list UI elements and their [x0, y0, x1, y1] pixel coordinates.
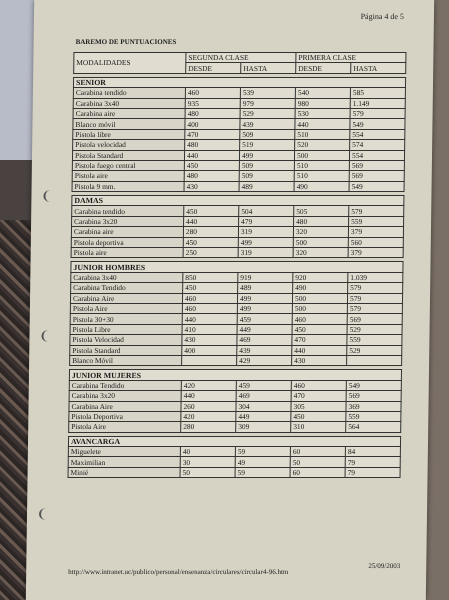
modalidad-cell: Pistola aire — [72, 171, 184, 181]
score-cell: 460 — [182, 303, 237, 313]
score-cell: 320 — [293, 248, 348, 258]
modalidad-cell: Carabina tendido — [72, 206, 184, 216]
score-cell: 530 — [295, 108, 350, 118]
score-cell: 509 — [239, 160, 294, 170]
modalidad-cell: Pistola Velocidad — [70, 335, 182, 345]
modalidad-cell: Pistola 9 mm. — [72, 181, 184, 191]
table-row — [70, 303, 402, 313]
header-modalidades: MODALIDADES — [74, 53, 186, 74]
header-hasta: HASTA — [241, 63, 296, 73]
page-number: Página 4 de 5 — [360, 12, 405, 21]
table-row — [69, 380, 401, 390]
section-header-row — [68, 436, 400, 446]
score-cell: 470 — [292, 335, 347, 345]
score-cell: 440 — [182, 314, 237, 324]
modalidad-cell: Pistola Standard — [70, 345, 182, 355]
score-cell: 579 — [348, 283, 403, 293]
score-cell: 420 — [181, 411, 236, 421]
score-cell: 1.039 — [348, 272, 403, 282]
score-cell: 60 — [290, 447, 345, 457]
score-cell: 510 — [295, 129, 350, 139]
score-cell: 935 — [185, 98, 240, 108]
score-cell: 579 — [349, 206, 404, 216]
score-cell: 460 — [182, 293, 237, 303]
score-cell: 490 — [294, 181, 349, 191]
table-row — [70, 345, 402, 355]
section-header-row — [69, 370, 401, 380]
modalidad-cell: Carabina 3x40 — [71, 272, 183, 282]
score-cell: 850 — [183, 272, 238, 282]
score-cell: 1.149 — [350, 98, 405, 108]
score-cell: 489 — [238, 283, 293, 293]
score-cell — [182, 355, 237, 365]
score-cell: 280 — [181, 422, 236, 432]
modalidad-cell: Maximilian — [68, 457, 180, 467]
punch-hole-icon — [41, 330, 55, 342]
score-cell: 500 — [294, 150, 349, 160]
score-cell: 470 — [185, 129, 240, 139]
modalidad-cell: Carabina Aire — [69, 401, 181, 411]
score-cell: 574 — [350, 140, 405, 150]
score-cell: 304 — [236, 401, 291, 411]
table-row — [73, 140, 405, 150]
modalidad-cell: Carabina 3x20 — [69, 391, 181, 401]
score-cell: 510 — [294, 171, 349, 181]
modalidad-cell: Carabina 3x20 — [72, 216, 184, 226]
table-row — [70, 335, 402, 345]
score-cell: 919 — [238, 272, 293, 282]
modalidad-cell: Pistola Standard — [72, 150, 184, 160]
score-cell: 319 — [238, 227, 293, 237]
footer-date: 25/09/2003 — [368, 562, 401, 570]
score-cell: 519 — [240, 140, 295, 150]
score-cell: 499 — [237, 293, 292, 303]
score-cell: 500 — [292, 303, 347, 313]
score-cell: 480 — [185, 140, 240, 150]
score-cell: 420 — [181, 380, 236, 390]
score-cell: 319 — [238, 248, 293, 258]
score-cell: 505 — [294, 206, 349, 216]
modalidad-cell: Pistola Deportiva — [69, 411, 181, 421]
score-cell: 469 — [237, 335, 292, 345]
score-cell: 79 — [345, 457, 400, 467]
section-header-row — [72, 196, 404, 206]
table-row — [73, 108, 405, 118]
modalidad-cell: Carabina Aire — [70, 293, 182, 303]
score-cell: 480 — [184, 171, 239, 181]
score-cell — [347, 355, 402, 365]
score-cell: 489 — [239, 181, 294, 191]
score-cell: 450 — [291, 411, 346, 421]
modalidad-cell: Carabina aire — [71, 227, 183, 237]
score-cell: 499 — [238, 237, 293, 247]
score-cell: 450 — [183, 237, 238, 247]
score-cell: 510 — [294, 160, 349, 170]
score-cell: 439 — [237, 345, 292, 355]
score-cell: 529 — [347, 345, 402, 355]
score-cell: 549 — [349, 181, 404, 191]
score-cell: 540 — [295, 88, 350, 98]
header-hasta: HASTA — [351, 63, 406, 73]
modalidad-cell: Carabina Tendido — [71, 283, 183, 293]
score-cell: 529 — [240, 108, 295, 118]
section-title: SENIOR — [73, 77, 405, 87]
score-cell: 430 — [184, 181, 239, 191]
score-cell: 585 — [350, 88, 405, 98]
score-cell: 559 — [347, 335, 402, 345]
score-cell: 460 — [185, 88, 240, 98]
score-cell: 480 — [185, 108, 240, 118]
score-cell: 379 — [348, 227, 403, 237]
score-cell: 459 — [237, 314, 292, 324]
modalidad-cell: Miguelete — [68, 447, 180, 457]
score-cell: 49 — [235, 457, 290, 467]
table-row — [73, 88, 405, 98]
table-row — [70, 314, 402, 324]
section-title: DAMAS — [72, 196, 404, 206]
score-cell: 309 — [236, 422, 291, 432]
score-cell: 509 — [239, 171, 294, 181]
score-cell: 500 — [292, 293, 347, 303]
table-row — [69, 401, 401, 411]
score-cell: 280 — [183, 227, 238, 237]
document-title: BAREMO DE PUNTUACIONES — [75, 38, 177, 46]
score-cell: 509 — [240, 129, 295, 139]
score-cell: 430 — [292, 355, 347, 365]
score-cell: 450 — [183, 283, 238, 293]
table-row — [69, 422, 401, 432]
footer-url: http://www.intranet.uc/publico/personal/ensenanza/circulares/circular4-96.htm — [68, 568, 289, 576]
score-cell: 460 — [292, 314, 347, 324]
section-title: JUNIOR HOMBRES — [71, 262, 403, 272]
score-cell: 450 — [184, 206, 239, 216]
score-cell: 50 — [290, 457, 345, 467]
table-row — [72, 181, 404, 191]
table-row — [72, 171, 404, 181]
modalidad-cell: Pistola libre — [73, 129, 185, 139]
score-cell: 410 — [182, 324, 237, 334]
table-row — [71, 272, 403, 282]
score-cell: 504 — [239, 206, 294, 216]
table-row — [72, 160, 404, 170]
section-header-row — [73, 77, 405, 87]
modalidad-cell: Carabina Tendido — [69, 380, 181, 390]
score-cell: 569 — [346, 391, 401, 401]
table-row — [72, 216, 404, 226]
score-cell: 449 — [236, 411, 291, 421]
table-row — [73, 119, 405, 129]
score-cell: 569 — [349, 160, 404, 170]
score-cell: 459 — [236, 380, 291, 390]
table-row — [70, 355, 402, 365]
table-row — [69, 411, 401, 421]
score-cell: 40 — [180, 447, 235, 457]
score-cell: 320 — [293, 227, 348, 237]
score-cell: 980 — [295, 98, 350, 108]
score-cell: 450 — [184, 160, 239, 170]
header-segunda-clase: SEGUNDA CLASE — [186, 53, 296, 63]
score-cell: 440 — [181, 391, 236, 401]
modalidad-cell: Carabina tendido — [73, 88, 185, 98]
score-cell: 450 — [292, 324, 347, 334]
score-cell: 480 — [294, 216, 349, 226]
score-cell: 400 — [185, 119, 240, 129]
score-cell: 500 — [293, 237, 348, 247]
modalidad-cell: Pistola Aire — [70, 303, 182, 313]
modalidad-cell: Minié — [68, 467, 180, 477]
score-cell: 460 — [291, 380, 346, 390]
punch-hole-icon — [43, 190, 57, 202]
score-cell: 579 — [350, 108, 405, 118]
header-primera-clase: PRIMERA CLASE — [296, 53, 406, 63]
score-cell: 559 — [349, 216, 404, 226]
score-cell: 554 — [350, 129, 405, 139]
score-cell: 579 — [347, 293, 402, 303]
score-cell: 529 — [347, 324, 402, 334]
score-cell: 84 — [345, 447, 400, 457]
score-cell: 549 — [346, 380, 401, 390]
punch-hole-icon — [39, 508, 53, 520]
table-row — [71, 227, 403, 237]
score-cell: 479 — [239, 216, 294, 226]
modalidad-cell: Pistola Aire — [69, 422, 181, 432]
score-cell: 260 — [181, 401, 236, 411]
score-cell: 440 — [184, 150, 239, 160]
table-row — [70, 324, 402, 334]
score-cell: 439 — [240, 119, 295, 129]
modalidad-cell: Pistola 30+30 — [70, 314, 182, 324]
section-title: JUNIOR MUJERES — [69, 370, 401, 380]
section-header-row — [71, 262, 403, 272]
scores-table — [68, 52, 407, 478]
score-cell: 305 — [291, 401, 346, 411]
table-row — [72, 206, 404, 216]
modalidad-cell: Pistola deportiva — [71, 237, 183, 247]
score-cell: 560 — [348, 237, 403, 247]
table-row — [71, 248, 403, 258]
score-cell: 979 — [240, 98, 295, 108]
score-cell: 469 — [236, 391, 291, 401]
table-row — [68, 467, 400, 477]
score-cell: 440 — [292, 345, 347, 355]
score-cell: 79 — [345, 467, 400, 477]
header-row-1 — [74, 53, 406, 63]
score-cell: 310 — [291, 422, 346, 432]
header-desde: DESDE — [186, 63, 241, 73]
score-cell: 250 — [183, 248, 238, 258]
score-cell: 499 — [237, 303, 292, 313]
score-cell: 429 — [237, 355, 292, 365]
modalidad-cell: Blanco móvil — [73, 119, 185, 129]
modalidad-cell: Carabina aire — [73, 108, 185, 118]
score-cell: 579 — [347, 303, 402, 313]
modalidad-cell: Pistola fuego central — [72, 160, 184, 170]
score-cell: 369 — [346, 401, 401, 411]
modalidad-cell: Pistola aire — [71, 248, 183, 258]
score-cell: 440 — [295, 119, 350, 129]
score-cell: 50 — [180, 467, 235, 477]
score-cell: 559 — [346, 411, 401, 421]
printed-page — [26, 0, 434, 600]
score-cell: 539 — [240, 88, 295, 98]
score-cell: 499 — [239, 150, 294, 160]
table-row — [70, 293, 402, 303]
table-row — [69, 391, 401, 401]
table-row — [68, 457, 400, 467]
score-cell: 470 — [291, 391, 346, 401]
table-row — [73, 129, 405, 139]
table-row — [71, 237, 403, 247]
score-cell: 554 — [349, 150, 404, 160]
score-cell: 920 — [293, 272, 348, 282]
score-cell: 449 — [237, 324, 292, 334]
table-row — [71, 283, 403, 293]
score-cell: 379 — [348, 248, 403, 258]
score-cell: 60 — [290, 467, 345, 477]
score-cell: 59 — [235, 447, 290, 457]
modalidad-cell: Carabina 3x40 — [73, 98, 185, 108]
score-cell: 440 — [184, 216, 239, 226]
score-cell: 549 — [350, 119, 405, 129]
modalidad-cell: Pistola velocidad — [73, 140, 185, 150]
header-desde: DESDE — [296, 63, 351, 73]
score-cell: 520 — [295, 140, 350, 150]
modalidad-cell: Pistola Libre — [70, 324, 182, 334]
score-cell: 430 — [182, 335, 237, 345]
section-title: AVANCARGA — [68, 436, 400, 446]
score-cell: 59 — [235, 467, 290, 477]
score-cell: 30 — [180, 457, 235, 467]
score-cell: 400 — [182, 345, 237, 355]
score-cell: 569 — [347, 314, 402, 324]
score-cell: 490 — [293, 283, 348, 293]
score-cell: 569 — [349, 171, 404, 181]
score-cell: 564 — [346, 422, 401, 432]
table-row — [73, 98, 405, 108]
table-row — [68, 447, 400, 457]
table-row — [72, 150, 404, 160]
modalidad-cell: Blanco Móvil — [70, 355, 182, 365]
